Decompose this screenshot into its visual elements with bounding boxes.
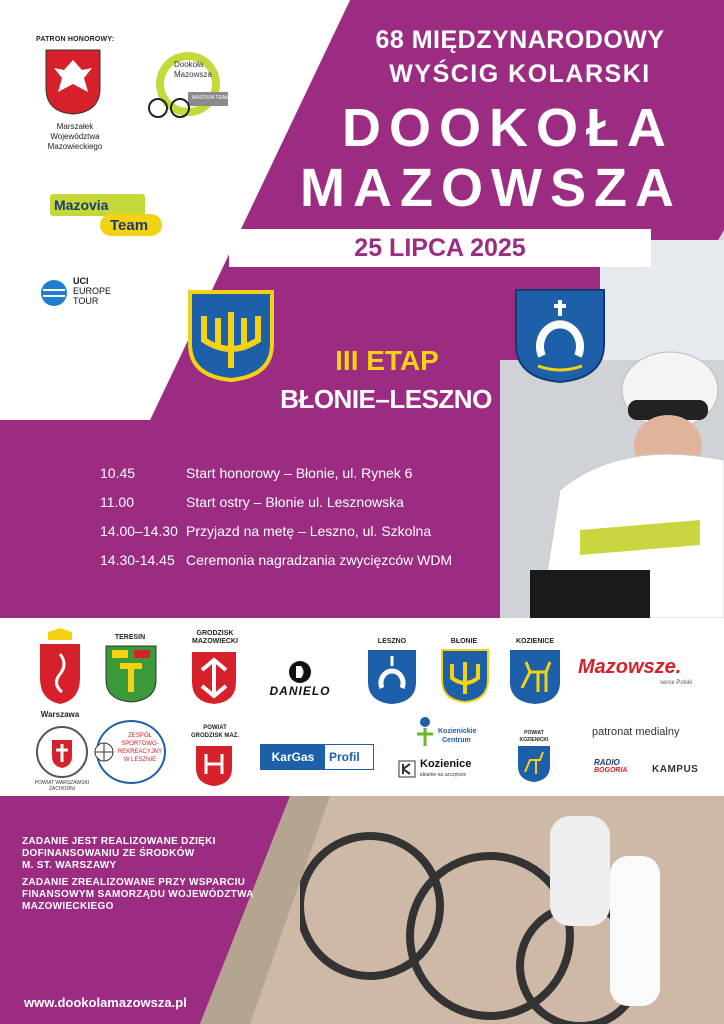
- grodzisk-coat-of-arms-icon: [190, 650, 238, 706]
- race-date: 25 LIPCA 2025: [229, 229, 651, 267]
- stage-route: BŁONIE–LESZNO: [280, 384, 492, 414]
- mazowieckie-coat-of-arms-icon: [44, 48, 102, 116]
- kozienickie-centrum-logo: Kozienickie Centrum: [414, 716, 494, 752]
- kargas-profil-logo: KarGas Profil: [260, 744, 374, 770]
- warszawa-label: Warszawa: [40, 710, 80, 719]
- radio-bogoria-logo: RADIO BOGORIA: [594, 758, 628, 774]
- mazovia-team-small-text: MAZOVIA TEAM: [192, 95, 230, 101]
- mazovia-team-logo: [50, 192, 162, 238]
- grodzisk-label: GRODZISK MAZOWIECKI: [192, 630, 238, 645]
- mazowsze-brand-logo: Mazowsze.: [578, 656, 682, 678]
- kozienickie-figure-icon: [414, 716, 436, 748]
- title-line-1: 68 MIĘDZYNARODOWY: [375, 26, 665, 54]
- powiat-grodzisk-coat-of-arms-icon: [194, 744, 234, 788]
- funding-note-mazowsze: ZADANIE ZREALIZOWANE PRZY WSPARCIU FINANSOWYM SAMORZĄDU WOJEWÓDZTWA MAZOWIECKIEGO: [22, 877, 254, 912]
- title-line-3: DOOKOŁA: [342, 98, 674, 158]
- kozienice-label: KOZIENICE: [515, 638, 555, 645]
- warszawa-coat-of-arms-icon: [38, 628, 82, 706]
- patron-caption: Marszałek Województwa Mazowieckiego: [47, 122, 103, 151]
- uci-europe-tour-logo: UCI EUROPE TOUR: [40, 276, 130, 310]
- danielo-d-icon: [288, 660, 312, 684]
- mazowsza-text: Mazowsza: [174, 70, 212, 79]
- danielo-logo: DANIELO: [254, 660, 346, 700]
- radio-kampus-logo: KAMPUS: [652, 764, 699, 775]
- kozienice-coat-of-arms-icon: [508, 648, 562, 706]
- powiat-kozienicki-coat-of-arms-icon: [516, 744, 552, 784]
- funding-note-warszawa: ZADANIE JEST REALIZOWANE DZIĘKI DOFINANSOWANIU ZE ŚRODKÓW M. ST. WARSZAWY: [22, 836, 216, 871]
- powiat-grodzisk-label: POWIAT GRODZISK MAZ.: [191, 725, 239, 739]
- leszno-label: LESZNO: [377, 638, 407, 645]
- mazowsze-subtitle: serce Polski: [660, 680, 693, 686]
- patron-label: PATRON HONOROWY:: [36, 36, 115, 43]
- patronat-medialny-label: patronat medialny: [592, 726, 680, 738]
- ball-icon: [94, 742, 114, 762]
- dookola-mazowsza-logo: [140, 46, 230, 126]
- blonie-coat-of-arms-icon: [186, 288, 276, 384]
- leszno-coat-of-arms-icon: [512, 286, 608, 386]
- blonie-small-coat-of-arms-icon: [440, 648, 490, 704]
- teresin-coat-of-arms-icon: [104, 644, 158, 704]
- peloton-photo: [300, 796, 724, 1024]
- title-line-4: MAZOWSZA: [300, 158, 682, 218]
- team-word: Team: [110, 217, 149, 234]
- mazovia-word: Mazovia: [54, 197, 109, 213]
- blonie-label: BŁONIE: [450, 638, 478, 645]
- stage-number: III ETAP: [335, 345, 439, 376]
- kozienice-k-icon: [398, 760, 416, 778]
- powiat-warszawski-zachodni-logo: [36, 726, 88, 778]
- powiat-kozienicki-label: POWIAT KOZIENICKI: [519, 730, 549, 743]
- website-link[interactable]: www.dookolamazowsza.pl: [24, 995, 187, 1010]
- zespol-sportowo-rekreacyjny-logo: ZESPÓŁ SPORTOWO- REKREACYJNY W LESZNIE: [96, 720, 166, 784]
- uci-globe-icon: [40, 279, 68, 307]
- leszno-small-coat-of-arms-icon: [366, 648, 418, 706]
- teresin-label: TERESIN: [114, 634, 146, 641]
- kozienice-city-logo: Kozienice idealne na szczęście: [398, 758, 492, 782]
- dookola-text: Dookoła: [174, 60, 204, 69]
- title-line-2: WYŚCIG KOLARSKI: [389, 60, 651, 88]
